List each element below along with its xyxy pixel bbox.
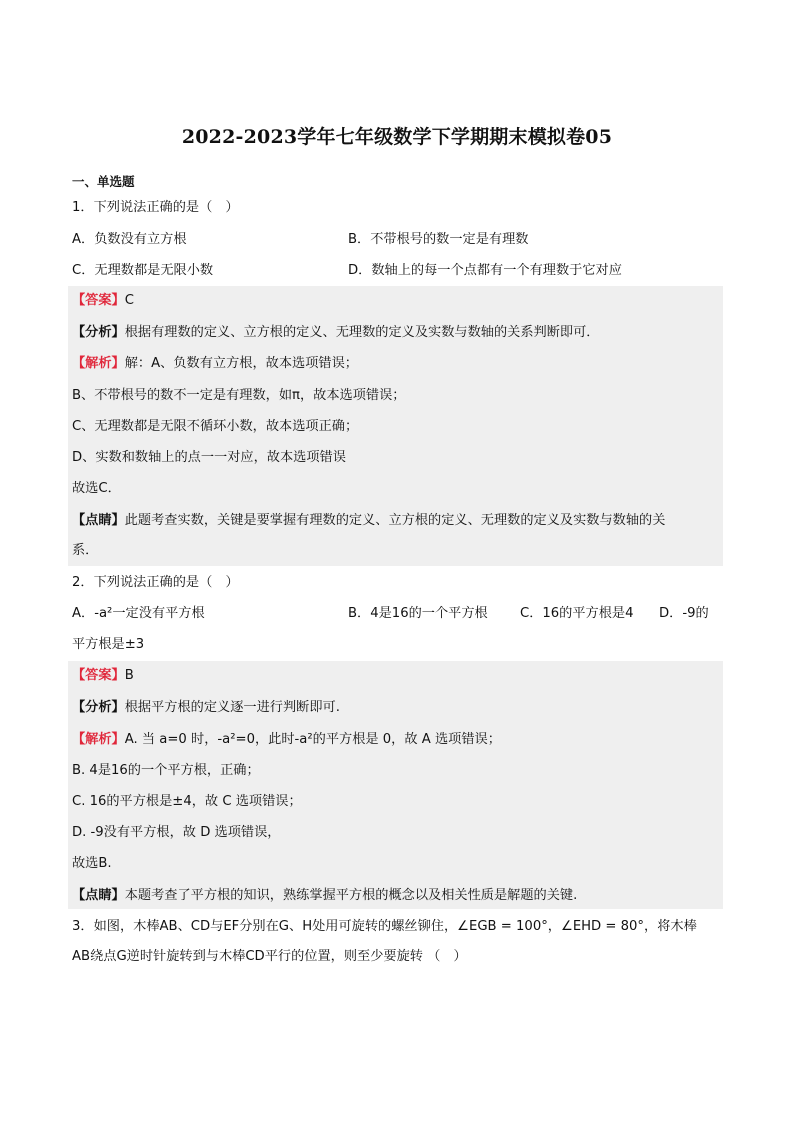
q1-analysis <box>72 324 600 342</box>
q2-comment <box>72 887 577 905</box>
q1-option-a: A．负数没有立方根 <box>72 232 187 247</box>
q2-analysis <box>72 699 340 717</box>
answer-value: C <box>124 293 134 308</box>
q3-stem-line1: 3．如图，木棒AB、CD与EF分别在G、H处用可旋转的螺丝铆住，∠EGB = 100°，∠EHD = 80°，将木棒 <box>72 919 697 934</box>
q2-solution-line: C. 16的平方根是±4，故 C 选项错误； <box>72 794 302 809</box>
q1-solution-line <box>72 355 358 373</box>
q2-stem: 2．下列说法正确的是（ ） <box>72 575 239 590</box>
section-heading: 一、单选题 <box>72 174 135 189</box>
q1-stem: 1．下列说法正确的是（ ） <box>72 200 239 215</box>
analysis-tag: 【分析】 <box>72 325 125 340</box>
q2-option-d-cont: 平方根是±3 <box>72 637 145 652</box>
answer-tag: 【答案】 <box>72 293 125 308</box>
analysis-text: 根据平方根的定义逐一进行判断即可. <box>124 700 340 715</box>
q1-solution-line: B、不带根号的数不一定是有理数，如π，故本选项错误； <box>72 388 406 403</box>
q1-solution-line: 故选C． <box>72 481 121 496</box>
q1-option-c: C．无理数都是无限小数 <box>72 263 214 278</box>
q1-answer <box>72 292 134 310</box>
q2-option-b: B．4是16的一个平方根 <box>348 606 488 621</box>
answer-value: B <box>124 668 134 683</box>
comment-tag: 【点睛】 <box>72 513 125 528</box>
q2-solution-line: 故选B. <box>72 856 112 871</box>
q1-solution-line: D、实数和数轴上的点一一对应，故本选项错误 <box>72 450 346 465</box>
q2-option-c: C．16的平方根是4 <box>520 606 634 621</box>
q2-answer <box>72 667 134 685</box>
q1-comment-cont: 系． <box>72 543 99 558</box>
q1-option-b: B．不带根号的数一定是有理数 <box>348 232 529 247</box>
q1-comment <box>72 512 665 530</box>
q3-stem-line2: AB绕点G逆时针旋转到与木棒CD平行的位置，则至少要旋转 （ ） <box>72 949 467 964</box>
q1-option-d: D．数轴上的每一个点都有一个有理数于它对应 <box>348 263 622 278</box>
analysis-text: 根据有理数的定义、立方根的定义、无理数的定义及实数与数轴的关系判断即可． <box>124 325 600 340</box>
solution-text: A. 当 a=0 时，-a²=0，此时-a²的平方根是 0，故 A 选项错误； <box>124 732 501 747</box>
comment-text: 本题考查了平方根的知识，熟练掌握平方根的概念以及相关性质是解题的关键. <box>124 888 578 903</box>
q1-solution-line: C、无理数都是无限不循环小数，故本选项正确； <box>72 419 359 434</box>
q2-option-d: D．-9的 <box>659 606 709 621</box>
q2-solution-line <box>72 731 501 749</box>
analysis-tag: 【分析】 <box>72 700 125 715</box>
comment-text: 此题考查实数，关键是要掌握有理数的定义、立方根的定义、无理数的定义及实数与数轴的关 <box>124 513 666 528</box>
answer-tag: 【答案】 <box>72 668 125 683</box>
solution-text: 解：A、负数有立方根，故本选项错误； <box>124 356 358 371</box>
q2-solution-line: D. -9没有平方根，故 D 选项错误， <box>72 825 281 840</box>
solution-tag: 【解析】 <box>72 732 125 747</box>
solution-tag: 【解析】 <box>72 356 125 371</box>
q2-option-a: A．-a²一定没有平方根 <box>72 606 205 621</box>
comment-tag: 【点睛】 <box>72 888 125 903</box>
page-title: 2022-2023学年七年级数学下学期期末模拟卷05 <box>181 126 613 148</box>
q2-solution-line: B. 4是16的一个平方根，正确； <box>72 763 260 778</box>
